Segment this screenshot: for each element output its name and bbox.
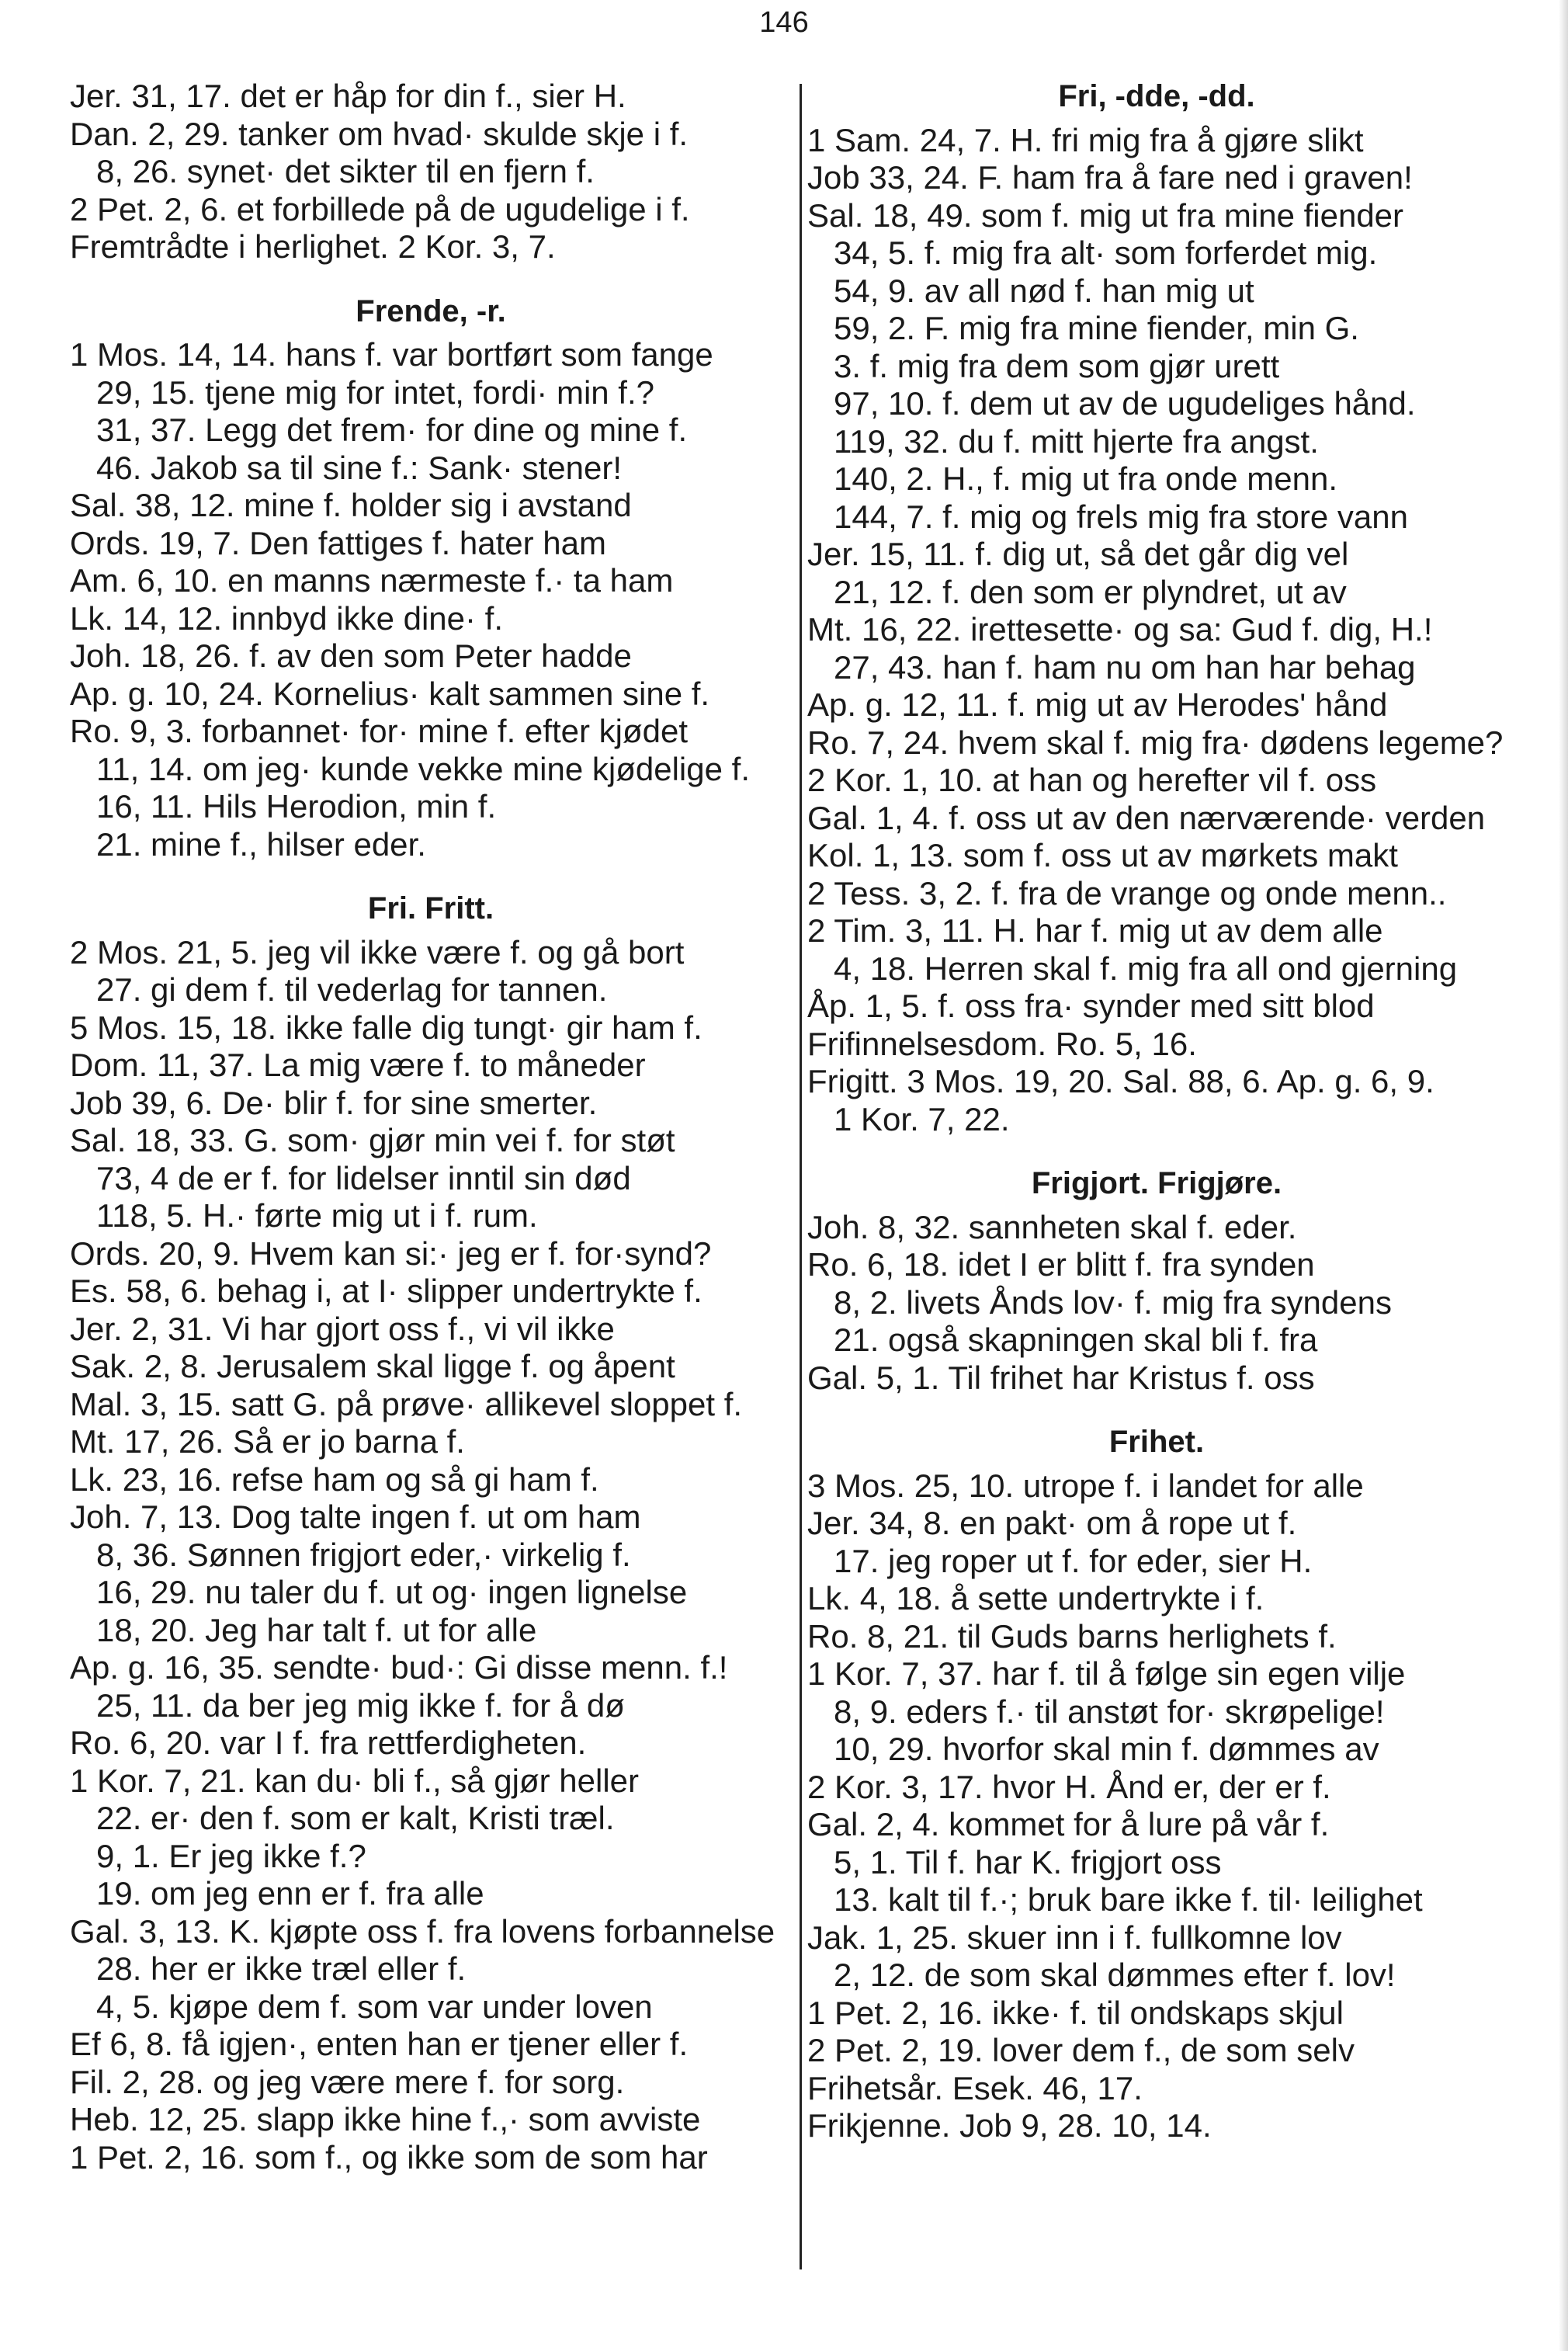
verse-entry: 4, 5. kjøpe dem f. som var under loven	[96, 1988, 653, 2025]
verse-entry: 17. jeg roper ut f. for eder, sier H.	[834, 1542, 1313, 1579]
verse-entry: Mt. 16, 22. irettesette· og sa: Gud f. dig, H.!	[807, 611, 1433, 648]
verse-entry: 97, 10. f. dem ut av de ugudeliges hånd.	[834, 385, 1416, 422]
verse-entry: 29, 15. tjene mig for intet, fordi· min f.?	[96, 373, 655, 411]
verse-entry: 59, 2. F. mig fra mine fiender, min G.	[834, 310, 1359, 346]
verse-entry: 28. her er ikke træl eller f.	[96, 1950, 467, 1987]
verse-entry: 1 Kor. 7, 22.	[834, 1100, 1010, 1137]
verse-entry: 2 Mos. 21, 5. jeg vil ikke være f. og gå bort	[70, 933, 685, 971]
page-edge	[1559, 0, 1568, 2351]
verse-entry: 27. gi dem f. til vederlag for tannen.	[96, 971, 608, 1008]
verse-entry: 2 Tess. 3, 2. f. fra de vrange og onde menn..	[807, 874, 1447, 912]
verse-entry: 19. om jeg enn er f. fra alle	[96, 1875, 484, 1912]
left-column	[70, 78, 792, 2176]
section-heading: Fri. Fritt.	[367, 891, 494, 925]
verse-entry: 1 Kor. 7, 37. har f. til å følge sin egen vilje	[807, 1655, 1406, 1692]
verse-entry: Am. 6, 10. en manns nærmeste f.· ta ham	[70, 562, 674, 599]
verse-entry: Fremtrådte i herlighet. 2 Kor. 3, 7.	[70, 228, 556, 265]
verse-entry: Ap. g. 16, 35. sendte· bud·: Gi disse menn. f.!	[70, 1649, 728, 1686]
verse-entry: 2, 12. de som skal dømmes efter f. lov!	[834, 1957, 1396, 1993]
verse-entry: Dan. 2, 29. tanker om hvad· skulde skje i f.	[70, 115, 689, 152]
verse-entry: 54, 9. av all nød f. han mig ut	[834, 272, 1254, 309]
verse-entry: 21, 12. f. den som er plyndret, ut av	[834, 573, 1347, 610]
verse-entry: Kol. 1, 13. som f. oss ut av mørkets makt	[807, 837, 1398, 873]
concordance-section	[807, 1165, 1506, 1397]
verse-entry: 22. er· den f. som er kalt, Kristi træl.	[96, 1800, 615, 1836]
verse-entry: 1 Kor. 7, 21. kan du· bli f., så gjør heller	[70, 1762, 640, 1799]
verse-entry: Sal. 38, 12. mine f. holder sig i avstand	[70, 487, 632, 523]
verse-entry: 1 Pet. 2, 16. ikke· f. til ondskaps skjul	[807, 1994, 1344, 2031]
verse-entry: 11, 14. om jeg· kunde vekke mine kjødelige f.	[96, 750, 750, 787]
verse-entry: 21. mine f., hilser eder.	[96, 825, 426, 863]
concordance-section	[70, 78, 792, 266]
verse-entry: Sal. 18, 49. som f. mig ut fra mine fiender	[807, 196, 1404, 234]
verse-entry: Ords. 20, 9. Hvem kan si:· jeg er f. for·synd?	[70, 1235, 712, 1272]
verse-entry: 5, 1. Til f. har K. frigjort oss	[834, 1843, 1222, 1880]
verse-entry: 8, 9. eders f.· til anstøt for· skrøpelige!	[834, 1693, 1385, 1730]
verse-entry: Ap. g. 10, 24. Kornelius· kalt sammen sine f.	[70, 675, 710, 712]
concordance-section	[807, 78, 1506, 1138]
verse-entry: Joh. 8, 32. sannheten skal f. eder.	[807, 1208, 1297, 1245]
verse-entry: Gal. 1, 4. f. oss ut av den nærværende· verden	[807, 799, 1486, 836]
verse-entry: Jer. 34, 8. en pakt· om å rope ut f.	[807, 1505, 1297, 1541]
verse-entry: 1 Pet. 2, 16. som f., og ikke som de som har	[70, 2138, 708, 2176]
verse-entry: 21. også skapningen skal bli f. fra	[834, 1321, 1318, 1358]
verse-entry: Job 39, 6. De· blir f. for sine smerter.	[70, 1084, 598, 1121]
verse-entry: 144, 7. f. mig og frels mig fra store vann	[834, 498, 1409, 535]
verse-entry: 18, 20. Jeg har talt f. ut for alle	[96, 1611, 537, 1648]
verse-entry: 8, 36. Sønnen frigjort eder,· virkelig f.	[96, 1536, 631, 1573]
verse-entry: 8, 26. synet· det sikter til en fjern f.	[96, 153, 595, 189]
verse-entry: 1 Mos. 14, 14. hans f. var bortført som fange	[70, 336, 713, 373]
verse-entry: Heb. 12, 25. slapp ikke hine f.,· som avviste	[70, 2101, 701, 2137]
verse-entry: 16, 11. Hils Herodion, min f.	[96, 788, 497, 825]
verse-entry: 2 Pet. 2, 19. lover dem f., de som selv	[807, 2032, 1355, 2068]
verse-entry: Es. 58, 6. behag i, at I· slipper undertrykte f.	[70, 1273, 702, 1309]
column-divider	[800, 84, 802, 2269]
verse-entry: 13. kalt til f.·; bruk bare ikke f. til· leilighet	[834, 1881, 1423, 1918]
verse-entry: 73, 4 de er f. for lidelser inntil sin død	[96, 1159, 631, 1196]
verse-entry: Dom. 11, 37. La mig være f. to måneder	[70, 1047, 646, 1083]
verse-entry: Gal. 3, 13. K. kjøpte oss f. fra lovens forbannelse	[70, 1912, 775, 1950]
section-heading: Frihet.	[1108, 1425, 1205, 1459]
page-number: 146	[759, 6, 809, 39]
verse-entry: Lk. 4, 18. å sette undertrykte i f.	[807, 1580, 1264, 1617]
section-heading: Frigjort. Frigjøre.	[1031, 1166, 1282, 1200]
verse-entry: Ro. 9, 3. forbannet· for· mine f. efter kjødet	[70, 713, 689, 749]
verse-entry: 3 Mos. 25, 10. utrope f. i landet for alle	[807, 1467, 1364, 1504]
verse-entry: Jak. 1, 25. skuer inn i f. fullkomne lov	[807, 1919, 1342, 1956]
verse-entry: Frigitt. 3 Mos. 19, 20. Sal. 88, 6. Ap. g. 6, 9.	[807, 1063, 1434, 1099]
verse-entry: Joh. 7, 13. Dog talte ingen f. ut om ham	[70, 1498, 641, 1535]
concordance-section	[807, 1423, 1506, 2145]
verse-entry: Gal. 5, 1. Til frihet har Kristus f. oss	[807, 1359, 1315, 1396]
verse-entry: Jer. 15, 11. f. dig ut, så det går dig vel	[807, 536, 1349, 572]
verse-entry: Sak. 2, 8. Jerusalem skal ligge f. og åpent	[70, 1348, 675, 1384]
verse-entry: 119, 32. du f. mitt hjerte fra angst.	[834, 422, 1319, 460]
verse-entry: Ro. 6, 18. idet I er blitt f. fra synden	[807, 1246, 1315, 1283]
verse-entry: 16, 29. nu taler du f. ut og· ingen lignelse	[96, 1574, 688, 1610]
verse-entry: 2 Kor. 3, 17. hvor H. Ånd er, der er f.	[807, 1768, 1331, 1805]
verse-entry: 118, 5. H.· førte mig ut i f. rum.	[96, 1197, 538, 1234]
section-heading: Fri, -dde, -dd.	[1058, 79, 1255, 113]
verse-entry: 8, 2. livets Ånds lov· f. mig fra syndens	[834, 1283, 1392, 1321]
verse-entry: 1 Sam. 24, 7. H. fri mig fra å gjøre slikt	[807, 121, 1364, 158]
verse-entry: Åp. 1, 5. f. oss fra· synder med sitt blod	[807, 988, 1375, 1024]
verse-entry: 5 Mos. 15, 18. ikke falle dig tungt· gir ham f.	[70, 1009, 702, 1046]
verse-entry: Gal. 2, 4. kommet for å lure på vår f.	[807, 1806, 1330, 1842]
verse-entry: 4, 18. Herren skal f. mig fra all ond gjerning	[834, 950, 1458, 987]
verse-entry: 25, 11. da ber jeg mig ikke f. for å dø	[96, 1686, 625, 1724]
verse-entry: 2 Pet. 2, 6. et forbillede på de ugudelige i f.	[70, 190, 690, 227]
verse-entry: 2 Tim. 3, 11. H. har f. mig ut av dem alle	[807, 912, 1383, 949]
verse-entry: 46. Jakob sa til sine f.: Sank· stener!	[96, 449, 623, 486]
verse-entry: Mt. 17, 26. Så er jo barna f.	[70, 1423, 465, 1460]
verse-entry: 2 Kor. 1, 10. at han og herefter vil f. oss	[807, 762, 1377, 798]
verse-entry: 31, 37. Legg det frem· for dine og mine f.	[96, 412, 688, 448]
verse-entry: Jer. 31, 17. det er håp for din f., sier H.	[70, 78, 626, 114]
section-heading: Frende, -r.	[356, 293, 506, 328]
verse-entry: Frifinnelsesdom. Ro. 5, 16.	[807, 1025, 1197, 1062]
verse-entry: Ro. 7, 24. hvem skal f. mig fra· dødens legeme?	[807, 724, 1504, 761]
verse-entry: Ap. g. 12, 11. f. mig ut av Herodes' hånd	[807, 686, 1388, 723]
verse-entry: Mal. 3, 15. satt G. på prøve· allikevel sloppet f.	[70, 1385, 743, 1422]
verse-entry: Frihetsår. Esek. 46, 17.	[807, 2069, 1143, 2106]
verse-entry: Jer. 2, 31. Vi har gjort oss f., vi vil ikke	[70, 1310, 615, 1347]
verse-entry: Sal. 18, 33. G. som· gjør min vei f. for støt	[70, 1122, 675, 1158]
concordance-section	[70, 890, 792, 2176]
verse-entry: 10, 29. hvorfor skal min f. dømmes av	[834, 1731, 1379, 1767]
right-column	[807, 78, 1506, 2145]
verse-entry: 34, 5. f. mig fra alt· som forferdet mig.	[834, 234, 1378, 271]
verse-entry: Ef 6, 8. få igjen·, enten han er tjener eller f.	[70, 2026, 689, 2062]
verse-entry: Ro. 6, 20. var I f. fra rettferdigheten.	[70, 1724, 587, 1761]
verse-entry: 27, 43. han f. ham nu om han har behag	[834, 648, 1416, 686]
verse-entry: Ro. 8, 21. til Guds barns herlighets f.	[807, 1617, 1337, 1655]
concordance-section	[70, 293, 792, 864]
verse-entry: 9, 1. Er jeg ikke f.?	[96, 1837, 366, 1874]
verse-entry: 3. f. mig fra dem som gjør urett	[834, 347, 1280, 384]
verse-entry: Frikjenne. Job 9, 28. 10, 14.	[807, 2107, 1212, 2144]
verse-entry: Fil. 2, 28. og jeg være mere f. for sorg.	[70, 2063, 625, 2100]
verse-entry: Job 33, 24. F. ham fra å fare ned i graven!	[807, 159, 1413, 196]
verse-entry: 140, 2. H., f. mig ut fra onde menn.	[834, 460, 1338, 497]
verse-entry: Lk. 23, 16. refse ham og så gi ham f.	[70, 1460, 599, 1498]
verse-entry: Lk. 14, 12. innbyd ikke dine· f.	[70, 599, 503, 637]
verse-entry: Joh. 18, 26. f. av den som Peter hadde	[70, 637, 632, 674]
verse-entry: Ords. 19, 7. Den fattiges f. hater ham	[70, 524, 607, 561]
